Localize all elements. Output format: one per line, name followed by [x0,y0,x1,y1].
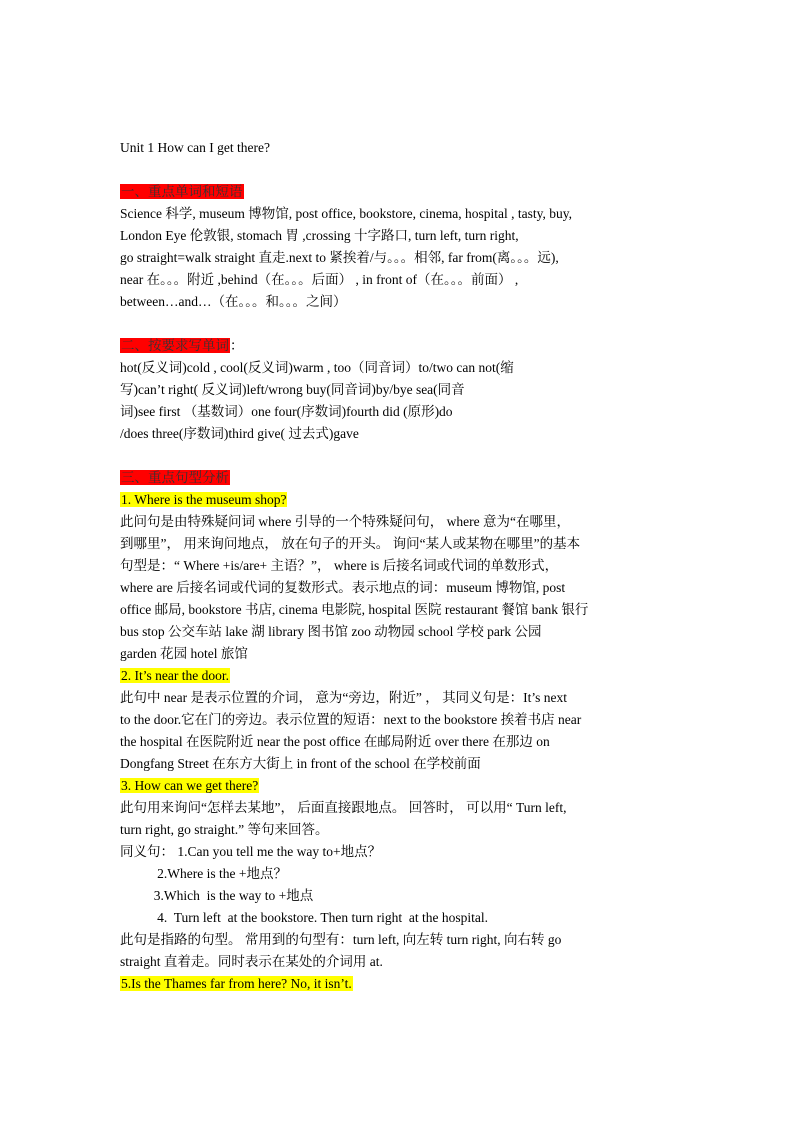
sentence-1-line: office 邮局, bookstore 书店, cinema 电影院, hospital 医院 restaurant 餐馆 bank 银行 [120,602,589,617]
sentence-3-title: 3. How can we get there? [121,778,259,793]
sentence-3-line: 3.Which is the way to +地点 [120,888,314,903]
section-2-heading: 二、按要求写单词 [121,338,229,353]
section-2-heading-suffix: ： [230,338,244,353]
section-1-line: near 在。。。附近 ,behind（在。。。后面） , in front of（在。。。前面） , [120,272,519,287]
sentence-3-line: 2.Where is the +地点？ [120,866,287,881]
section-1-line: go straight=walk straight 直走.next to 紧挨着/与。。。相邻, far from(离。。。远), [120,250,559,265]
sentence-5-title-row [120,973,680,995]
sentence-3-line: turn right, go straight.” 等句来回答。 [120,822,329,837]
sentence-3-line: 同义句： 1.Can you tell me the way to+地点？ [120,844,382,859]
sentence-3-title-row [120,775,680,797]
section-1-heading-row [120,181,680,203]
sentence-3-line: 4. Turn left at the bookstore. Then turn right at the hospital. [120,910,488,925]
sentence-1-title: 1. Where is the museum shop? [121,492,287,507]
section-3-heading-row [120,467,680,489]
sentence-1-line: garden 花园 hotel 旅馆 [120,646,248,661]
sentence-1-line: 此问句是由特殊疑问词 where 引导的一个特殊疑问句， where 意为“在哪里， [120,514,570,529]
section-1-line: between…and…（在。。。和。。。之间） [120,294,347,309]
section-3-heading: 三、重点句型分析 [121,470,229,485]
sentence-1-line: 到哪里”， 用来询问地点， 放在句子的开头。 询问“某人或某物在哪里”的基本 [120,536,581,551]
sentence-1-line: where are 后接名词或代词的复数形式。表示地点的词：museum 博物馆, post [120,580,566,595]
section-2-line: 词)see first （基数词）one four(序数词)fourth did (原形)do [120,404,453,419]
sentence-2-title: 2. It’s near the door. [121,668,229,683]
section-1-line: Science 科学, museum 博物馆, post office, bookstore, cinema, hospital , tasty, buy, [120,206,573,221]
section-2-line: hot(反义词)cold , cool(反义词)warm , too（同音词）to/two can not(缩 [120,360,514,375]
sentence-2-line: the hospital 在医院附近 near the post office 在邮局附近 over there 在那边 on [120,734,550,749]
section-2-line: 写)can’t right( 反义词)left/wrong buy(同音词)by/bye sea(同音 [120,382,465,397]
unit-title: Unit 1 How can I get there? [120,140,270,155]
sentence-2-title-row [120,665,680,687]
sentence-5-title: 5.Is the Thames far from here? No, it isn’t. [121,976,352,991]
sentence-3-line: 此句用来询问“怎样去某地”， 后面直接跟地点。 回答时， 可以用“ Turn left, [120,800,567,815]
section-2-line: /does three(序数词)third give( 过去式)gave [120,426,359,441]
sentence-2-line: Dongfang Street 在东方大街上 in front of the school 在学校前面 [120,756,481,771]
section-1-heading: 一、重点单词和短语 [121,184,243,199]
document-page [120,137,680,995]
sentence-3-line: 此句是指路的句型。 常用到的句型有：turn left, 向左转 turn right, 向右转 go [120,932,562,947]
sentence-3-line: straight 直着走。同时表示在某处的介词用 at. [120,954,383,969]
section-1-line: London Eye 伦敦银, stomach 胃 ,crossing 十字路口, turn left, turn right, [120,228,519,243]
section-2-heading-row [120,335,680,357]
sentence-1-line: 句型是：“ Where +is/are+ 主语？”， where is 后接名词或代词的单数形式， [120,558,559,573]
sentence-2-line: to the door.它在门的旁边。表示位置的短语：next to the bookstore 挨着书店 near [120,712,582,727]
sentence-1-title-row [120,489,680,511]
sentence-1-line: bus stop 公交车站 lake 湖 library 图书馆 zoo 动物园 school 学校 park 公园 [120,624,542,639]
sentence-2-line: 此句中 near 是表示位置的介词， 意为“旁边，附近” ， 其同义句是：It’s next [120,690,567,705]
